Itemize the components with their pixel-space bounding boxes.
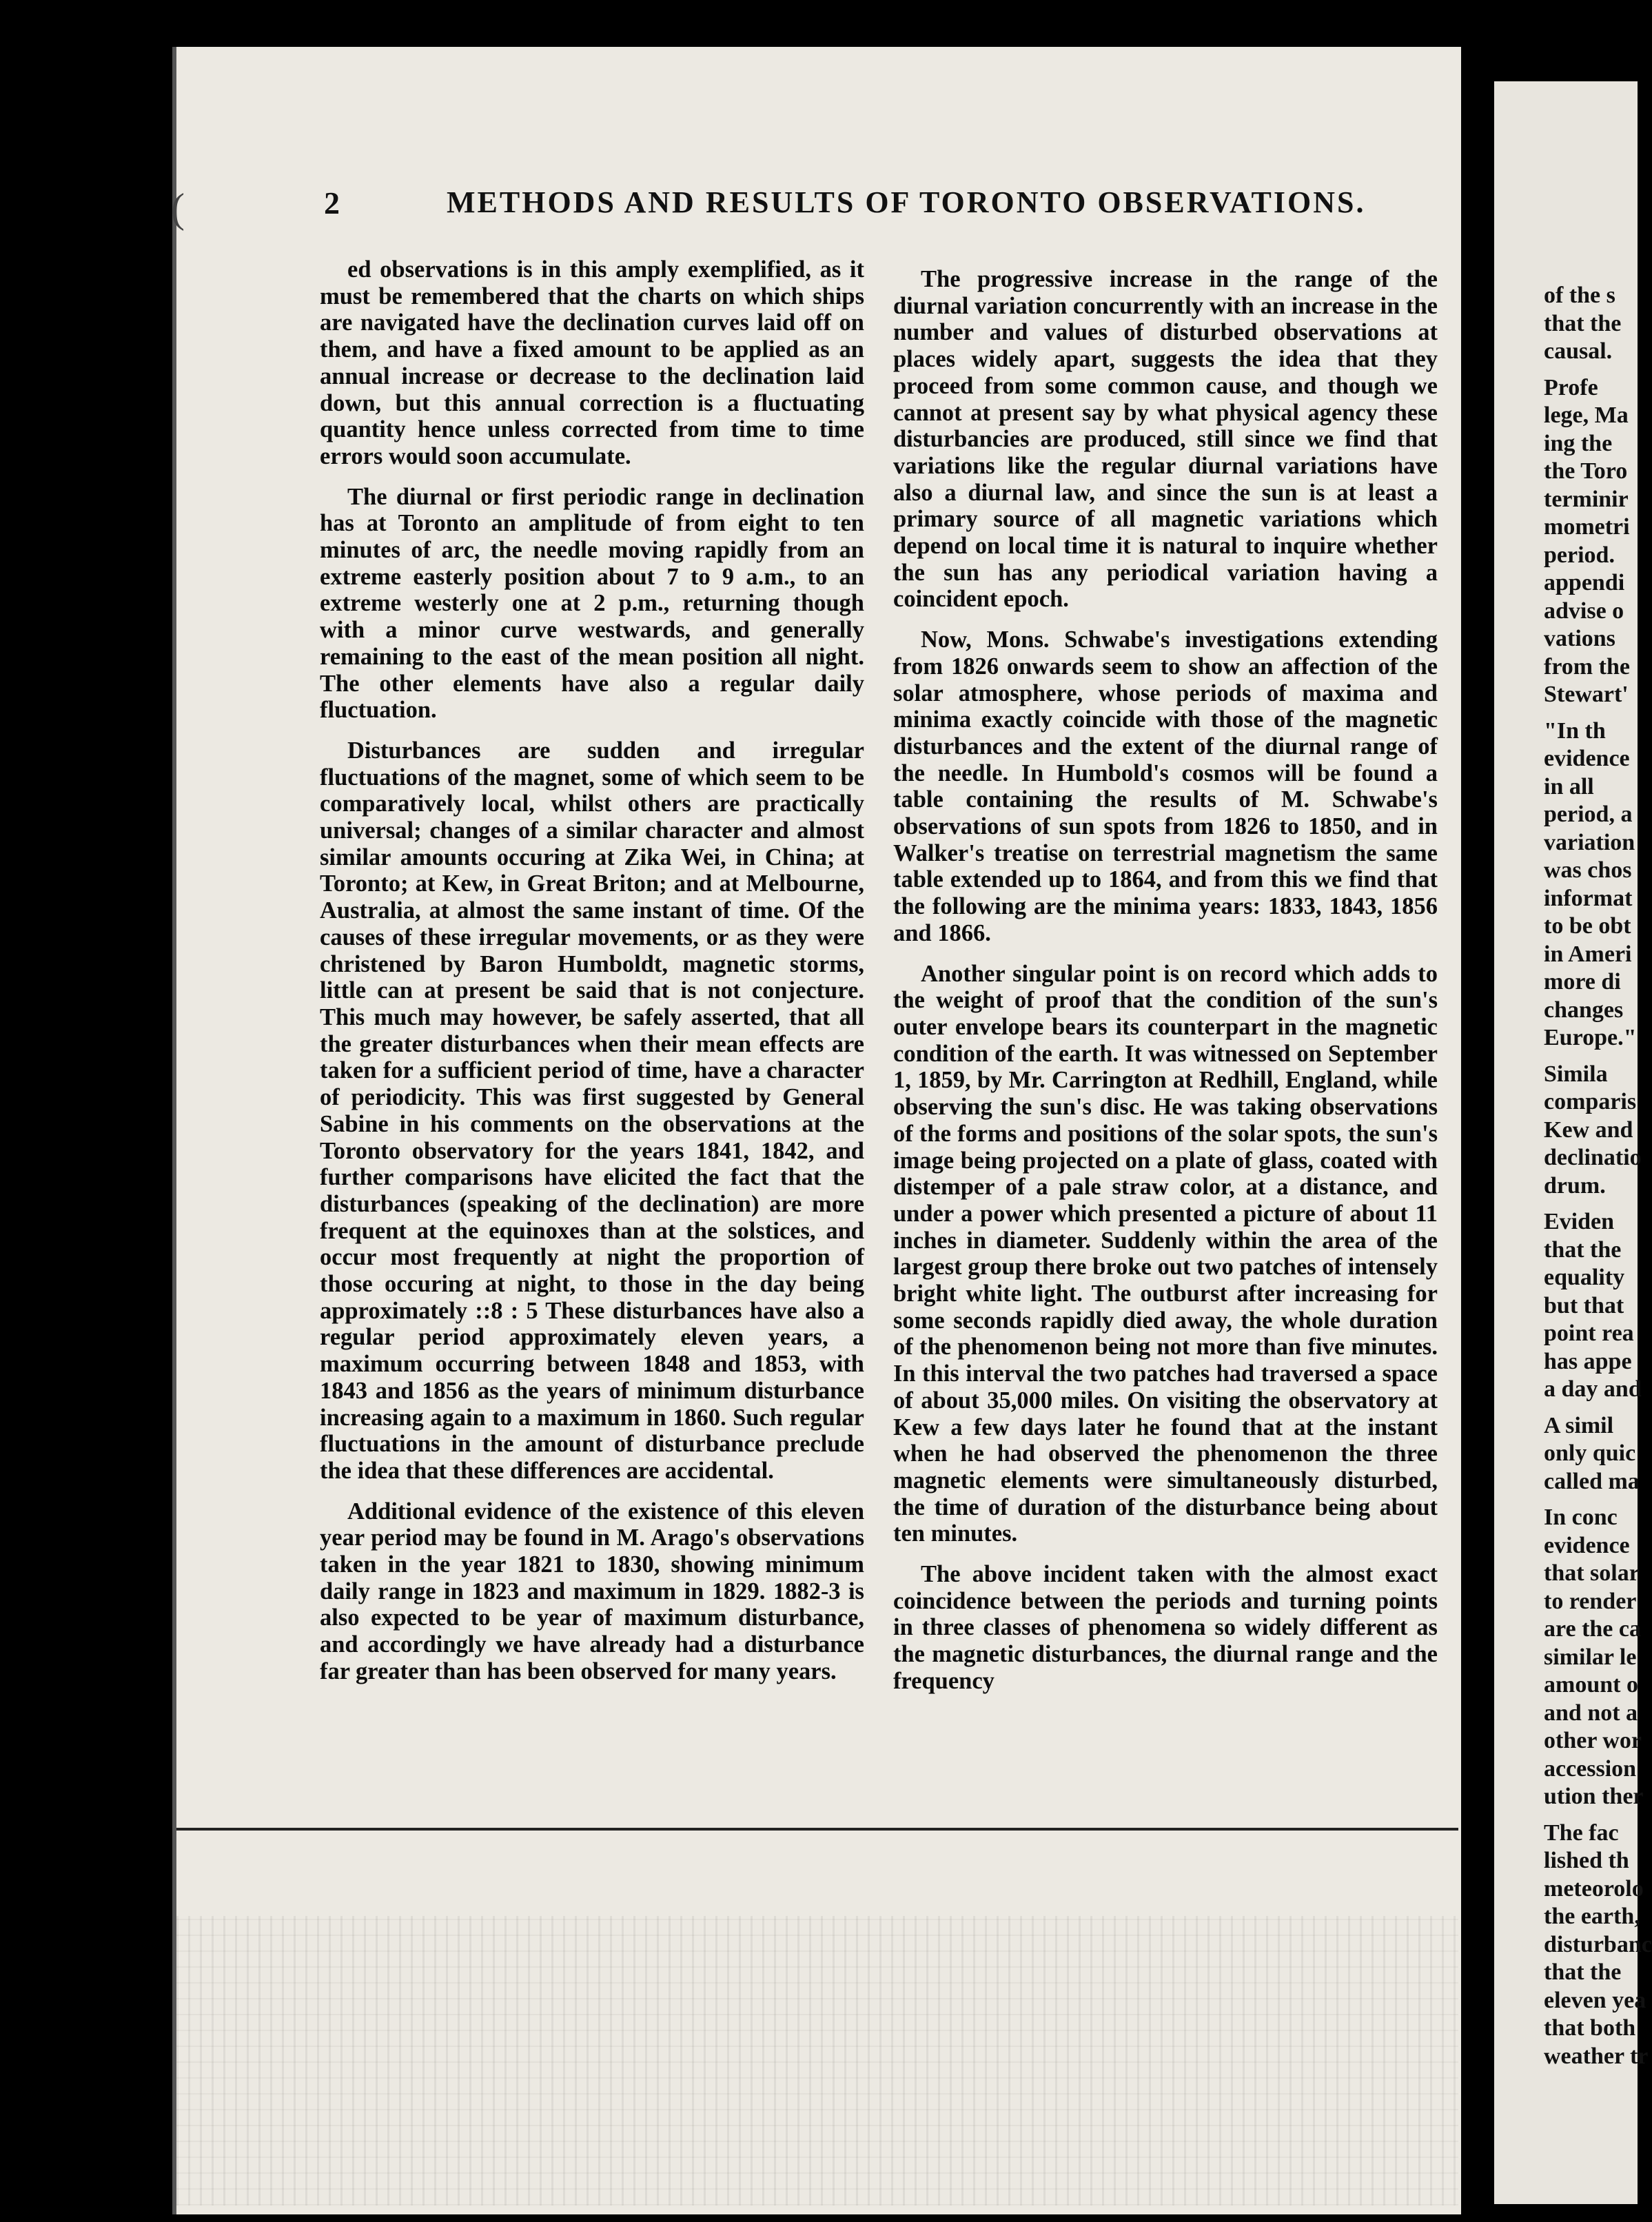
paragraph: ed observations is in this amply exemplified, as it must be remembered that the charts on which ships are navigated have the declination curves laid off on them, and have a fixed amount to be applied as an annual increase or decrease to the declination laid down, but this annual correction is a fluctuating quantity hence unless corrected from time to time errors would soon accumulate.: [320, 256, 864, 469]
fragment-line: that both: [1544, 2015, 1636, 2041]
fragment-block: [1544, 375, 1640, 709]
fragment-line: Stewart': [1544, 682, 1629, 707]
fragment-line: ing the: [1544, 430, 1613, 456]
fragment-block: [1544, 283, 1640, 365]
fragment-line: Europe.": [1544, 1025, 1637, 1050]
fragment-line: Kew and: [1544, 1117, 1633, 1143]
fragment-block: [1544, 1413, 1640, 1496]
fragment-line: informat: [1544, 885, 1633, 911]
fragment-line: In conc: [1544, 1505, 1618, 1530]
fragment-line: that the: [1544, 310, 1622, 336]
left-column: [320, 256, 864, 1685]
fragment-line: Profe: [1544, 374, 1598, 400]
fragment-line: drum.: [1544, 1172, 1606, 1199]
fragment-line: and not a: [1544, 1700, 1638, 1726]
fragment-line: from the: [1544, 653, 1630, 680]
fragment-line: terminir: [1544, 486, 1629, 512]
page-number: 2: [324, 185, 340, 221]
fragment-line: equality: [1544, 1265, 1625, 1290]
page-gutter: [1461, 47, 1494, 2218]
fragment-line: similar le: [1544, 1644, 1637, 1670]
fragment-line: meteorolo: [1544, 1875, 1644, 1902]
fragment-line: advise o: [1544, 598, 1624, 624]
fragment-line: mometri: [1544, 514, 1630, 540]
fragment-line: causal.: [1544, 338, 1613, 364]
fragment-line: changes: [1544, 997, 1624, 1023]
fragment-line: amount o: [1544, 1672, 1638, 1698]
fragment-line: ution ther: [1544, 1784, 1644, 1809]
paragraph: The above incident taken with the almost exact coincidence between the periods and turning points in three classes of phenomena so widely different as the magnetic disturbances, the diurnal range and the frequency: [893, 1561, 1438, 1694]
fragment-line: variation: [1544, 829, 1635, 855]
fragment-line: comparis: [1544, 1089, 1637, 1114]
fragment-line: to be obt: [1544, 913, 1631, 939]
fragment-line: to render: [1544, 1588, 1637, 1614]
paragraph: Disturbances are sudden and irregular fluctuations of the magnet, some of which seem to be comparatively local, whilst others are practically universal; changes of a similar character and almost similar amounts occuring at Zika Wei, in China; at Toronto; at Kew, in Great Briton; and at Melbourne, Australia, at almost the same instant of time. Of the causes of these irregular movements, or as they were christened by Baron Humboldt, magnetic storms, little can at present be said that is not conjecture. This much may however, be safely asserted, that all the greater disturbances when their mean effects are taken for a sufficient period of time, have a character of periodicity. This was first suggested by General Sabine in his comments on the observations at the Toronto observatory for the years 1841, 1842, and further comparisons have elicited the fact that the disturbances (speaking of the declination) are more frequent at the equinoxes than at the solstices, and occur most frequently at night the proportion of those occuring at night, to those in the day being approximately ::8 : 5 These disturbances have also a regular period approximately eleven years, a maximum occurring between 1848 and 1853, with 1843 and 1856 as the years of minimum disturbance increasing again to a maximum in 1860. Such regular fluctuations in the amount of disturbance preclude the idea that these differences are accidental.: [320, 737, 864, 1484]
middle-column: [893, 266, 1438, 1695]
fragment-line: has appe: [1544, 1348, 1632, 1374]
fragment-block: [1544, 1505, 1644, 1811]
fragment-line: more di: [1544, 969, 1621, 995]
fragment-line: The fac: [1544, 1820, 1619, 1846]
fragment-line: but that: [1544, 1292, 1624, 1318]
fragment-line: other wor: [1544, 1728, 1642, 1753]
fragment-line: that solar: [1544, 1560, 1640, 1586]
fold-line: [176, 1828, 1458, 1831]
fragment-line: that the: [1544, 1236, 1622, 1263]
margin-mark: (: [171, 185, 185, 231]
paragraph: Additional evidence of the existence of this eleven year period may be found in M. Arago's observations taken in the year 1821 to 1830, showing minimum daily range in 1823 and maximum in 1829. 1882-3 is also expected to be year of maximum disturbance, and accordingly we have already had a disturbance far greater than has been observed for many years.: [320, 1498, 864, 1684]
paragraph: The progressive increase in the range of the diurnal variation concurrently with an increase in the number and values of disturbed observations at places widely apart, suggests the idea that they proceed from some common cause, and though we cannot at present say by what physical agency these disturbancies are produced, still since we find that variations like the regular diurnal variations have also a diurnal law, and since the sun is at least a primary source of all magnetic variations which depend on local time it is natural to inquire whether the sun has any periodical variation having a coincident epoch.: [893, 266, 1438, 613]
fragment-line: that the: [1544, 1959, 1622, 1985]
fragment-line: Eviden: [1544, 1209, 1615, 1234]
fragment-line: of the s: [1544, 283, 1615, 308]
fragment-block: [1544, 1061, 1640, 1200]
fragment-line: are the ca: [1544, 1616, 1641, 1642]
fragment-line: the earth,: [1544, 1904, 1640, 1929]
fragment-line: only quic: [1544, 1440, 1636, 1466]
fragment-line: eleven yea: [1544, 1987, 1646, 2013]
fragment-line: lished th: [1544, 1848, 1629, 1873]
fragment-line: evidence: [1544, 746, 1630, 771]
fragment-line: the Toro: [1544, 458, 1628, 484]
fragment-block: [1544, 718, 1640, 1052]
fragment-line: a day and: [1544, 1376, 1642, 1402]
scan-noise: [176, 1916, 1458, 2205]
paragraph: The diurnal or first periodic range in declination has at Toronto an amplitude of from eight to ten minutes of arc, the needle moving rapidly from an extreme easterly position about 7 to 9 a.m., to an extreme westerly one at 2 p.m., returning though with a minor curve westwards, and generally remaining to the east of the mean position all night. The other elements have also a regular daily fluctuation.: [320, 483, 864, 724]
fragment-line: Simila: [1544, 1061, 1608, 1087]
paragraph: Now, Mons. Schwabe's investigations extending from 1826 onwards seem to show an affection of the solar atmosphere, whose periods of maxima and minima exactly coincide with those of the magnetic disturbances and the extent of the diurnal range of the needle. In Humbold's cosmos will be found a table containing the results of M. Schwabe's observations of sun spots from 1826 to 1850, and in Walker's treatise on terrestrial magnetism the same table extended up to 1864, and from this we find that the following are the minima years: 1833, 1843, 1856 and 1866.: [893, 626, 1438, 946]
fragment-block: [1544, 1209, 1640, 1403]
fragment-line: point rea: [1544, 1321, 1634, 1346]
fragment-line: period, a: [1544, 802, 1633, 827]
fragment-line: weather tr: [1544, 2043, 1649, 2069]
fragment-line: A simil: [1544, 1412, 1614, 1438]
fragment-line: in Ameri: [1544, 941, 1632, 967]
fragment-line: vations: [1544, 626, 1615, 651]
right-column-fragments: [1544, 283, 1652, 2070]
fragment-line: period.: [1544, 542, 1615, 568]
fragment-line: accession: [1544, 1755, 1637, 1782]
paragraph: Another singular point is on record which adds to the weight of proof that the condition of the sun's outer envelope bears its counterpart in the magnetic condition of the earth. It was witnessed on September 1, 1859, by Mr. Carrington at Redhill, England, while observing the sun's disc. He was taking observations of the forms and positions of the solar spots, the sun's image being projected on a plate of glass, coated with distemper of a pale straw color, at a distance, and under a power which presented a picture of about 11 inches in diameter. Suddenly within the area of the largest group there broke out two patches of intensely bright white light. The outburst after increasing for some seconds rapidly died away, the whole duration of the phenomenon being not more than five minutes. In this interval the two patches had traversed a space of about 35,000 miles. On visiting the observatory at Kew a few days later he found that at the instant when he had observed the phenomenon the three magnetic elements were simultaneously disturbed, the time of duration of the disturbance being about ten minutes.: [893, 960, 1438, 1547]
fragment-line: appendi: [1544, 570, 1625, 595]
fragment-line: was chos: [1544, 857, 1632, 883]
running-title: METHODS AND RESULTS OF TORONTO OBSERVATIONS.: [447, 185, 1366, 219]
fragment-line: lege, Ma: [1544, 402, 1629, 428]
fragment-line: evidence: [1544, 1532, 1630, 1558]
fragment-line: disturbanc: [1544, 1931, 1652, 1957]
fragment-block: [1544, 1820, 1652, 2070]
fragment-line: in all: [1544, 773, 1594, 799]
fragment-line: declinatio: [1544, 1145, 1642, 1170]
fragment-line: called ma: [1544, 1468, 1640, 1494]
fragment-line: "In th: [1544, 717, 1606, 744]
